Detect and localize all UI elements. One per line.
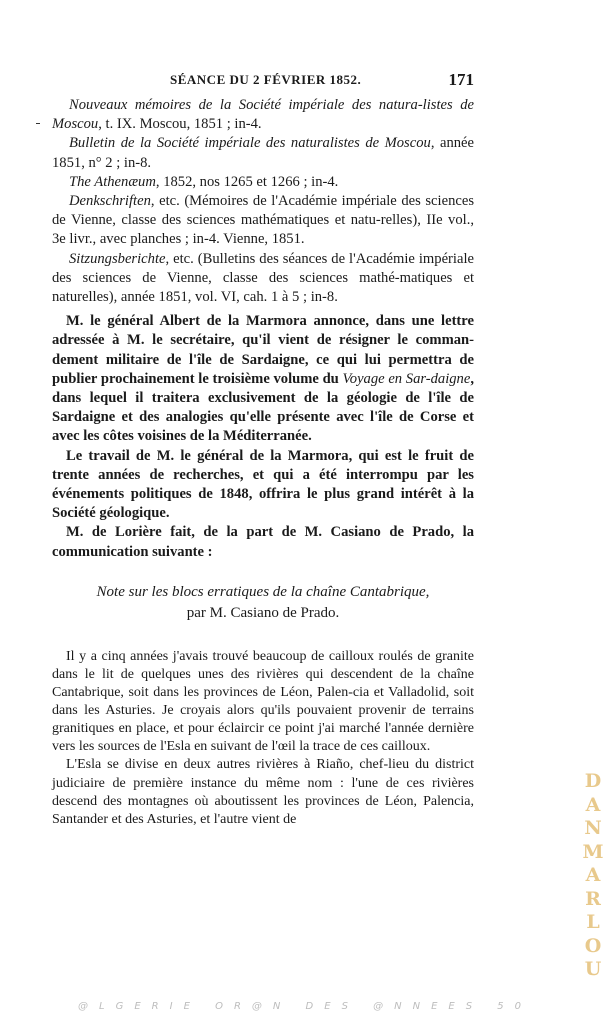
watermark-letter: N (584, 817, 602, 839)
italic-text: Bulletin de la Société impériale des naturalistes de Moscou (69, 135, 431, 152)
note-body (52, 648, 474, 829)
bibliography-entry (52, 96, 474, 134)
watermark-danmarlou (582, 770, 604, 982)
running-title: SÉANCE DU 2 FÉVRIER 1852. (170, 72, 362, 87)
bibliography-entry (52, 250, 474, 308)
note-author: par M. Casiano de Prado. (186, 604, 340, 621)
text-run: , dans lequel il traitera exclusivement de la géologie de l'île de Sardaigne et des analogies qu'elle présente avec l'île de Corse et avec les côtes voisines de la Méditerranée. (52, 370, 474, 445)
note-heading (52, 582, 474, 624)
running-header (52, 72, 474, 94)
watermark-letter: R (585, 887, 601, 910)
italic-text: Sitzungsberichte (69, 250, 166, 267)
text-run: Le travail de M. le général de la Marmora, qui est le fruit de trente années de recherches, et qui a été interrompu par les événements politiques de 1848, offrira le plus grand intérêt à la Société géologique. (52, 447, 474, 522)
paragraph (52, 447, 474, 524)
page-content (52, 96, 474, 829)
italic-text: Denkschriften (69, 193, 151, 210)
bibliography-entry (52, 134, 474, 172)
page-number: 171 (448, 70, 474, 89)
body-paragraph: Il y a cinq années j'avais trouvé beaucoup de cailloux roulés de granite dans le lit de quelques unes des rivières qui descendent de la chaîne Cantabrique, soit dans les provinces de Léon, Palen-cia et Valladolid, soit dans les Asturies. Je croyais alors qu'ils pouvaient provenir de terrains granitiques en place, et pour éclaircir ce point j'ai marché l'année dernière vers les sources de l'Esla en suivant de l'œil la trace de ces cailloux. (52, 648, 474, 755)
text-run: , etc. (Bulletins des séances de l'Académie impériale des sciences de Vienne, classe des sciences mathé-matiques et naturelles), année 1851, vol. VI, cah. 1 à 5 ; in-8. (52, 250, 474, 306)
bibliography-list (52, 96, 474, 307)
text-run: , t. IX. Moscou, 1851 ; in-4. (98, 116, 262, 133)
margin-mark (36, 123, 40, 124)
bibliography-entry (52, 173, 474, 192)
footer-watermark: @LGERIE OR@N DES @NNEES 50 (78, 1001, 532, 1012)
note-title: Note sur les blocs erratiques de la chaîne Cantabrique, (96, 583, 430, 600)
italic-text: Voyage en Sar-daigne (342, 370, 471, 387)
watermark-letter: A (585, 864, 601, 886)
watermark-letter: A (585, 793, 601, 816)
text-run: , etc. (Mémoires de l'Académie impériale des sciences de Vienne, classe des sciences mathématiques et natu-relles), IIe vol., 3e livr., avec planches ; in-4. Vienne, 1851. (52, 193, 474, 248)
watermark-letter: O (584, 934, 602, 957)
paragraph (52, 312, 474, 446)
italic-text: Nouveaux mémoires de la Société impériale des natura-listes de Moscou (52, 97, 474, 133)
text-run: M. le général Albert de la Marmora annonce, dans une lettre adressée à M. le secrétaire, qu'il vient de résigner le comman-dement militaire de l'île de Sardaigne, ce qui lui permettra de publier prochainement le troisième volume du (52, 313, 474, 387)
watermark-letter: D (584, 770, 602, 792)
watermark-letter: M (582, 840, 604, 863)
watermark-letter: L (586, 911, 600, 933)
text-run: M. de Lorière fait, de la part de M. Casiano de Prado, la communication suivante : (52, 524, 474, 560)
italic-text: The Athenæum (69, 173, 156, 190)
session-paragraphs (52, 312, 474, 562)
body-paragraph: L'Esla se divise en deux autres rivières à Riaño, chef-lieu du district judiciaire de première instance du même nom : l'une de ces rivières descend des montagnes où aboutissent les provinces de Léon, Palencia, Santander et des Asturies, et l'autre vient de (52, 757, 474, 827)
paragraph (52, 523, 474, 561)
bibliography-entry (52, 192, 474, 250)
text-run: , année 1851, n° 2 ; in-8. (52, 135, 474, 171)
watermark-letter: U (584, 958, 602, 980)
text-run: , 1852, nos 1265 et 1266 ; in-4. (155, 173, 339, 190)
